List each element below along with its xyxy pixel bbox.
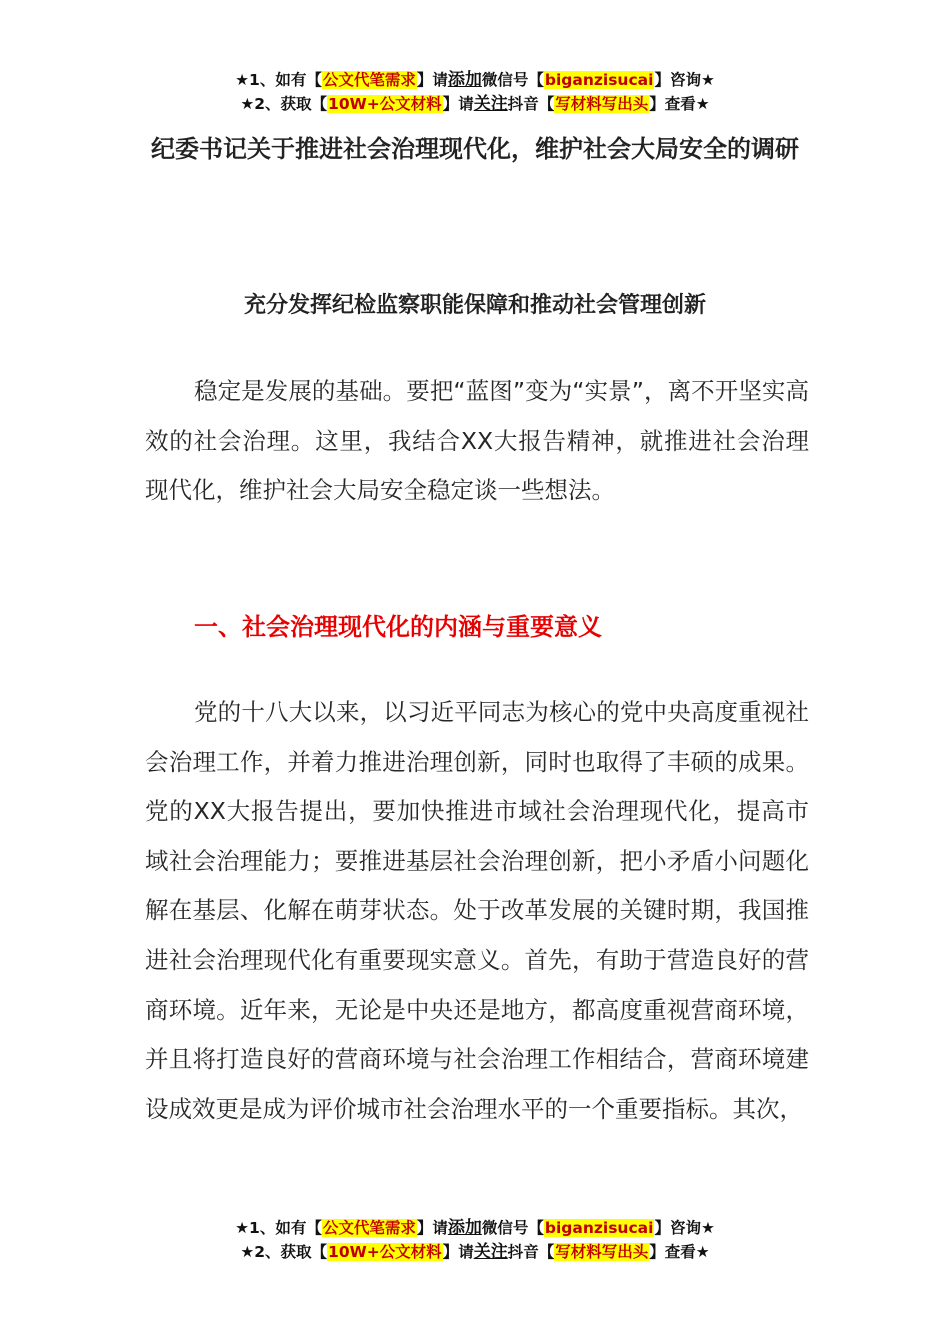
promo-line-2-prefix: ★2、获取【 (240, 1243, 328, 1261)
promo-line-1-suffix: 】咨询★ (654, 1219, 715, 1237)
promo-highlight-materials: 10W+公文材料 (328, 1243, 442, 1261)
document-title: 纪委书记关于推进社会治理现代化，维护社会大局安全的调研 (151, 135, 799, 163)
body-paragraph-section-1: 党的十八大以来，以习近平同志为核心的党中央高度重视社会治理工作，并着力推进治理创新，同时也取得了丰硕的成果。党的XX大报告提出，要加快推进市域社会治理现代化，提高市域社会治理能力；要推进基层社会治理创新，把小矛盾小问题化解在基层、化解在萌芽状态。处于改革发展的关键时期，我国推进社会治理现代化有重要现实意义。首先，有助于营造良好的营商环境。近年来，无论是中央还是地方，都高度重视营商环境，并且将打造良好的营商环境与社会治理工作相结合，营商环境建设成效更是成为评价城市社会治理水平的一个重要指标。其次， (145, 698, 809, 1123)
promo-line-2-mid2: 抖音【 (507, 1243, 555, 1261)
promo-highlight-wechat-id: biganzisucai (544, 71, 654, 89)
promo-emphasis-follow: 关注 (473, 1242, 508, 1262)
promo-highlight-service: 公文代笔需求 (322, 71, 416, 89)
promo-highlight-service: 公文代笔需求 (322, 1219, 416, 1237)
promo-line-1-mid2: 微信号【 (481, 71, 544, 89)
promo-line-2-suffix: 】查看★ (649, 95, 710, 113)
promo-emphasis-follow: 关注 (473, 94, 508, 114)
promo-highlight-wechat-id: biganzisucai (544, 1219, 654, 1237)
promo-line-1-mid: 】请 (416, 1219, 448, 1237)
section-heading-1: 一、社会治理现代化的内涵与重要意义 (194, 613, 602, 641)
promo-highlight-douyin-id: 写材料写出头 (555, 95, 649, 113)
promo-line-2-suffix: 】查看★ (649, 1243, 710, 1261)
promo-line-2-mid: 】请 (442, 1243, 474, 1261)
promo-line-2 (0, 92, 950, 116)
document-subtitle: 充分发挥纪检监察职能保障和推动社会管理创新 (243, 293, 706, 318)
promo-line-2 (0, 1240, 950, 1264)
promo-line-1-mid: 】请 (416, 71, 448, 89)
promo-banner-bottom (0, 1216, 950, 1264)
promo-line-1-suffix: 】咨询★ (654, 71, 715, 89)
promo-line-2-prefix: ★2、获取【 (240, 95, 328, 113)
promo-emphasis-add: 添加 (447, 70, 482, 90)
promo-emphasis-add: 添加 (447, 1218, 482, 1238)
body-paragraph-intro: 稳定是发展的基础。要把“蓝图”变为“实景”，离不开坚实高效的社会治理。这里，我结合XX大报告精神，就推进社会治理现代化，维护社会大局安全稳定谈一些想法。 (145, 377, 809, 505)
promo-line-1 (0, 68, 950, 92)
promo-line-1-prefix: ★1、如有【 (235, 1219, 322, 1237)
promo-highlight-materials: 10W+公文材料 (328, 95, 442, 113)
promo-line-2-mid2: 抖音【 (507, 95, 555, 113)
promo-highlight-douyin-id: 写材料写出头 (555, 1243, 649, 1261)
promo-banner-top (0, 68, 950, 116)
promo-line-1-prefix: ★1、如有【 (235, 71, 322, 89)
promo-line-1-mid2: 微信号【 (481, 1219, 544, 1237)
promo-line-2-mid: 】请 (442, 95, 474, 113)
promo-line-1 (0, 1216, 950, 1240)
